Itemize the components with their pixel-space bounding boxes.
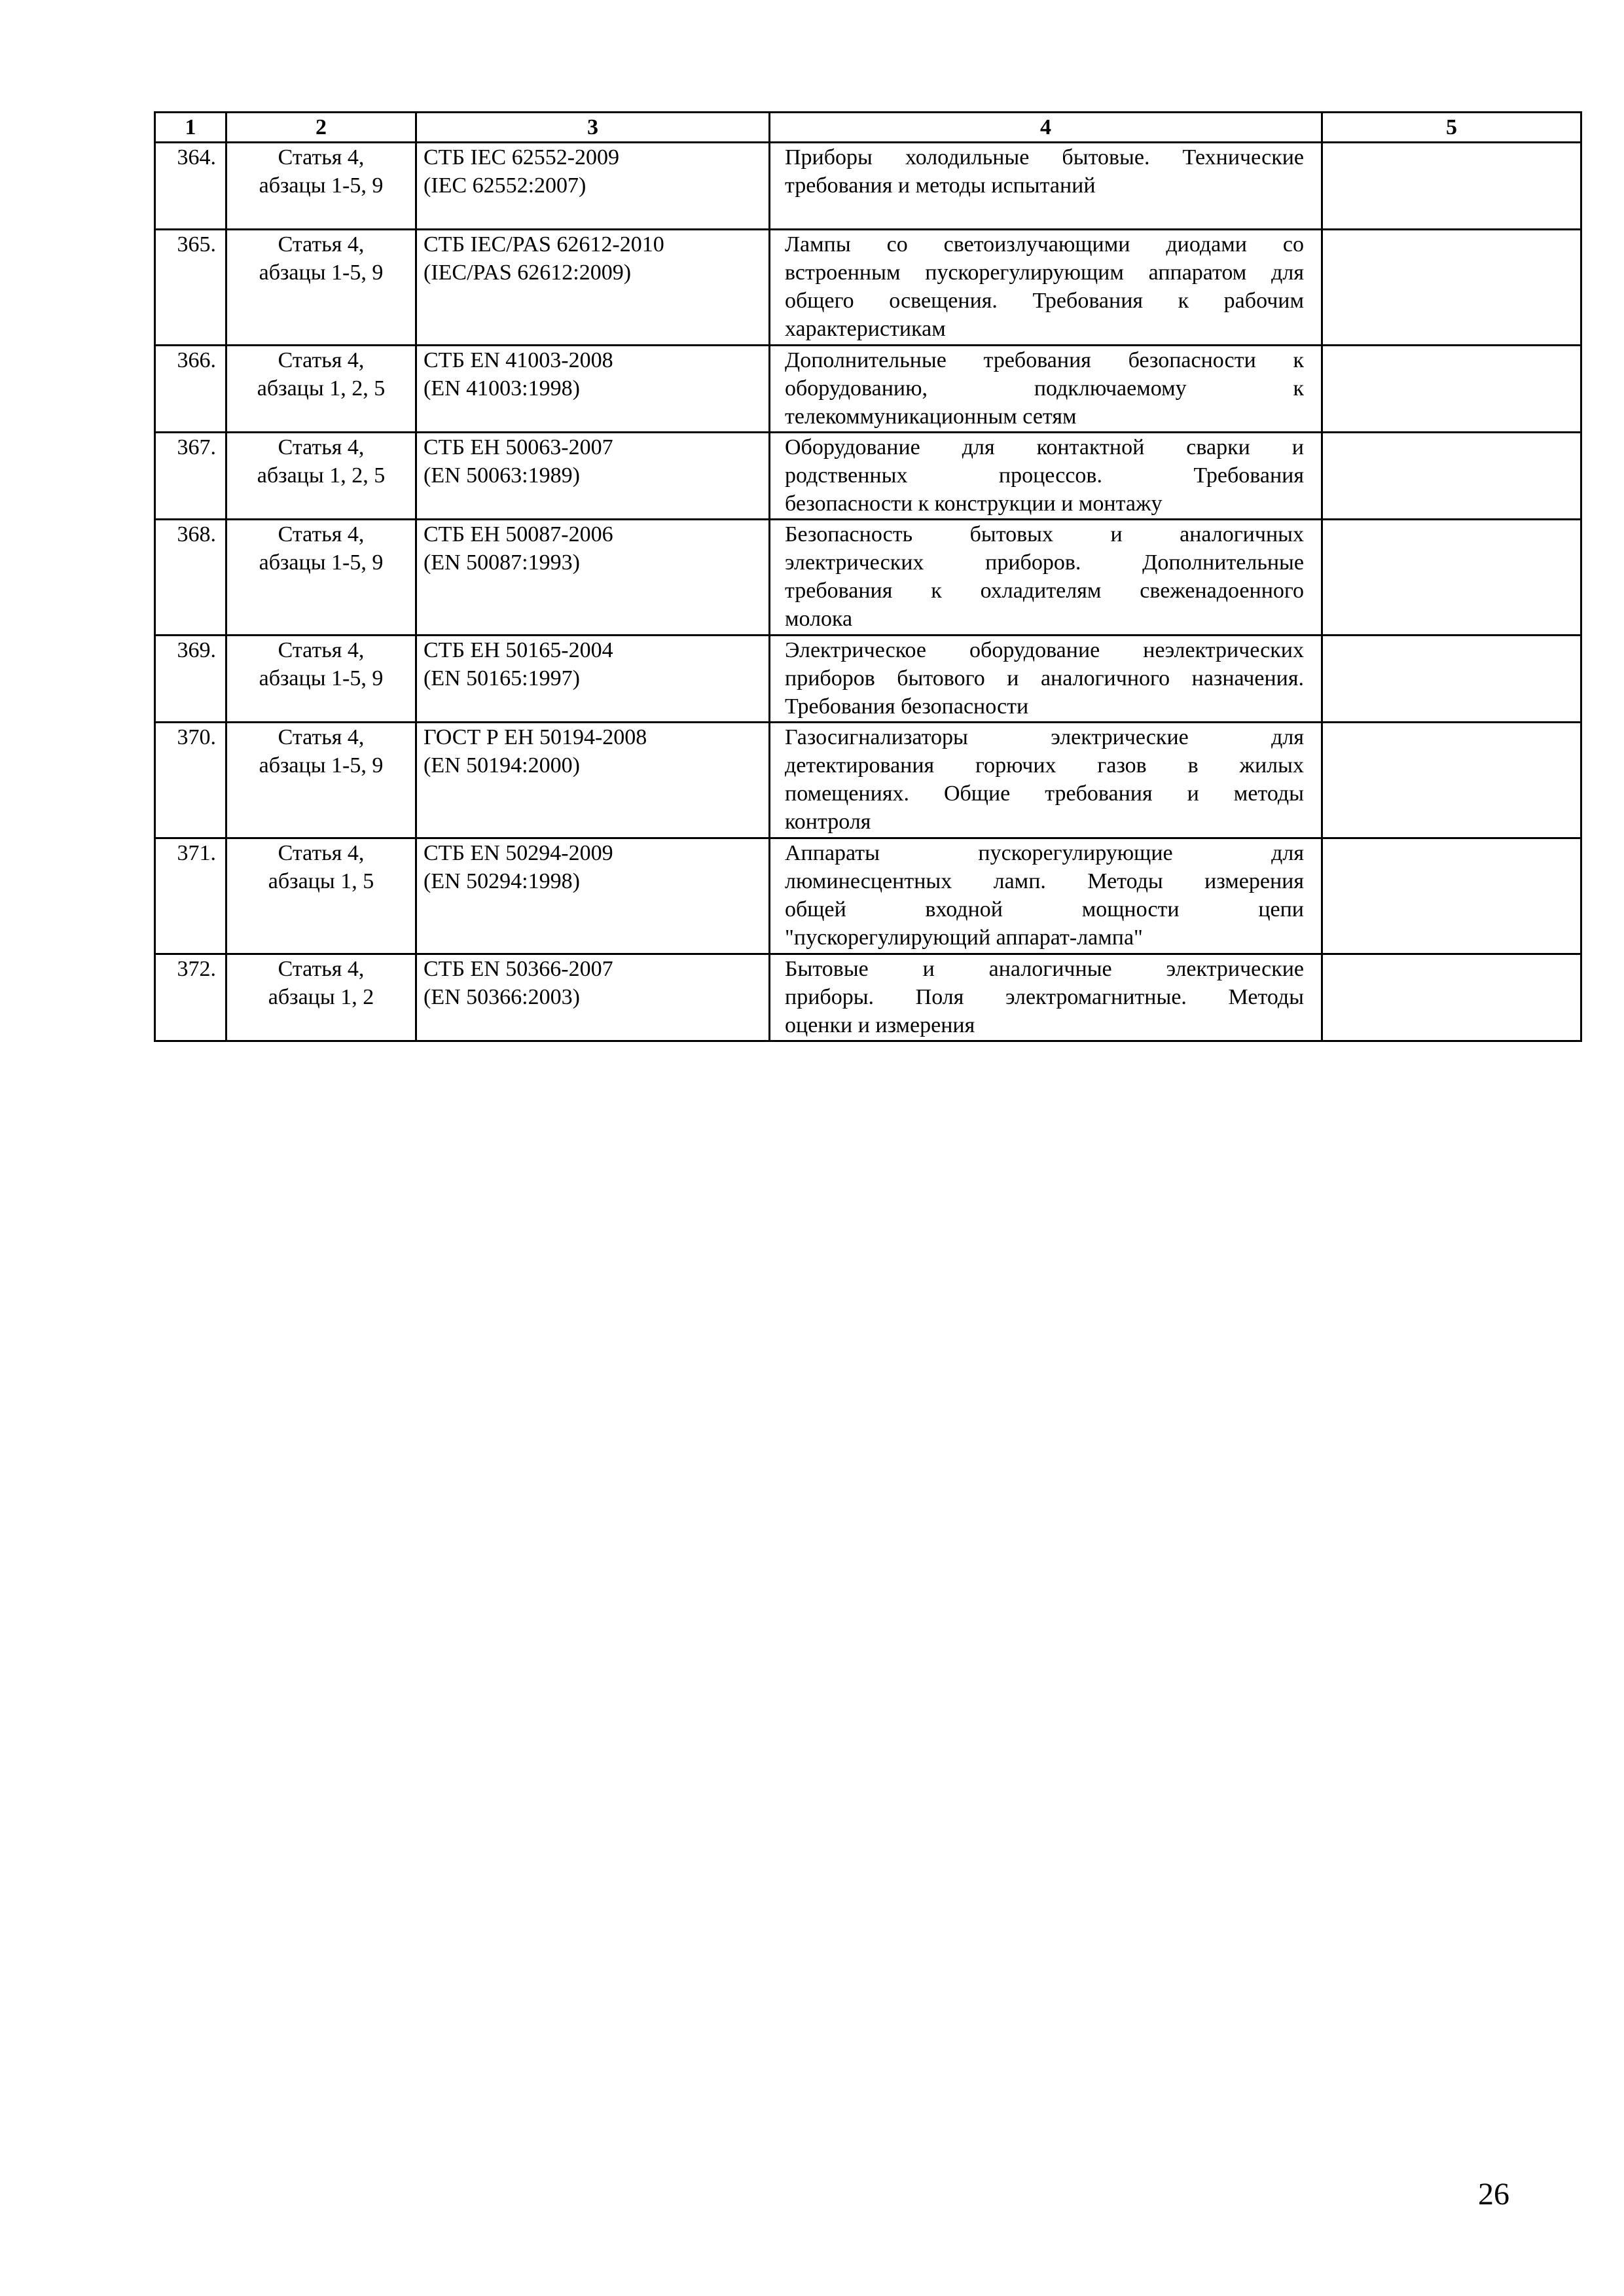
standard-line: (EN 50366:2003) <box>424 985 580 1009</box>
title-line: Лампы со светоизлучающими диодами со <box>785 232 1304 257</box>
title-line: Газосигнализаторы электрические для <box>785 725 1304 749</box>
article-line: Статья 4, <box>278 957 365 981</box>
article-line: абзацы 1-5, 9 <box>259 666 384 691</box>
article-cell <box>226 433 416 520</box>
title-line: общей входной мощности цепи <box>785 897 1304 922</box>
row-number-cell: 366. <box>155 346 226 433</box>
article-line: Статья 4, <box>278 348 365 372</box>
article-line: абзацы 1-5, 9 <box>259 260 384 285</box>
table-row <box>155 636 1581 723</box>
title-line: общего освещения. Требования к рабочим <box>785 289 1304 313</box>
standard-line: СТБ ЕН 50063-2007 <box>424 435 613 459</box>
title-line: Безопасность бытовых и аналогичных <box>785 522 1304 547</box>
standard-cell <box>416 838 770 954</box>
note-cell <box>1322 636 1581 723</box>
standard-title-cell <box>770 143 1322 230</box>
article-line: Статья 4, <box>278 841 365 865</box>
table-row <box>155 723 1581 838</box>
note-cell <box>1322 143 1581 230</box>
title-line: родственных процессов. Требования <box>785 463 1304 488</box>
note-cell <box>1322 838 1581 954</box>
article-line: Статья 4, <box>278 522 365 547</box>
table-row <box>155 520 1581 636</box>
column-header-5: 5 <box>1322 113 1581 143</box>
standard-line: (EN 50063:1989) <box>424 463 580 488</box>
title-line: молока <box>785 607 853 631</box>
article-line: абзацы 1, 2, 5 <box>257 376 386 401</box>
standard-cell <box>416 520 770 636</box>
standard-line: СТБ ЕН 50087-2006 <box>424 522 613 547</box>
article-line: Статья 4, <box>278 435 365 459</box>
title-line: Требования безопасности <box>785 694 1029 719</box>
title-line: встроенным пускорегулирующим аппаратом для <box>785 260 1304 285</box>
article-line: абзацы 1, 2 <box>268 985 374 1009</box>
article-line: Статья 4, <box>278 725 365 749</box>
article-line: абзацы 1, 2, 5 <box>257 463 386 488</box>
article-line: Статья 4, <box>278 638 365 662</box>
standard-cell <box>416 346 770 433</box>
table-row <box>155 230 1581 346</box>
title-line: "пускорегулирующий аппарат-лампа" <box>785 925 1143 950</box>
page-number: 26 <box>1478 2177 1509 2212</box>
title-line: телекоммуникационным сетям <box>785 404 1077 429</box>
standard-line: (IEC/PAS 62612:2009) <box>424 260 632 285</box>
article-line: абзацы 1-5, 9 <box>259 550 384 575</box>
standard-title-cell <box>770 636 1322 723</box>
note-cell <box>1322 723 1581 838</box>
column-header-4: 4 <box>770 113 1322 143</box>
article-line: Статья 4, <box>278 145 365 170</box>
title-line: Бытовые и аналогичные электрические <box>785 957 1304 981</box>
standard-line: СТБ ЕН 50165-2004 <box>424 638 613 662</box>
standard-cell <box>416 230 770 346</box>
standard-title-cell <box>770 954 1322 1041</box>
standard-line: (EN 50294:1998) <box>424 869 580 893</box>
title-line: электрических приборов. Дополнительные <box>785 550 1304 575</box>
standard-title-cell <box>770 230 1322 346</box>
table-row <box>155 954 1581 1041</box>
column-header-2: 2 <box>226 113 416 143</box>
standard-cell <box>416 433 770 520</box>
article-cell <box>226 230 416 346</box>
row-number-cell: 367. <box>155 433 226 520</box>
title-line: безопасности к конструкции и монтажу <box>785 492 1163 516</box>
standard-title-cell <box>770 433 1322 520</box>
table-row <box>155 143 1581 230</box>
row-number-cell: 371. <box>155 838 226 954</box>
article-cell <box>226 723 416 838</box>
title-line: характеристикам <box>785 317 946 341</box>
standard-title-cell <box>770 838 1322 954</box>
article-cell <box>226 636 416 723</box>
table-row <box>155 346 1581 433</box>
title-line: контроля <box>785 810 871 834</box>
title-line: Приборы холодильные бытовые. Технические <box>785 145 1304 170</box>
article-cell <box>226 520 416 636</box>
title-line: детектирования горючих газов в жилых <box>785 753 1304 778</box>
article-cell <box>226 143 416 230</box>
row-number-cell: 369. <box>155 636 226 723</box>
title-line: приборы. Поля электромагнитные. Методы <box>785 985 1304 1009</box>
row-number-cell: 370. <box>155 723 226 838</box>
standard-cell <box>416 723 770 838</box>
article-line: абзацы 1-5, 9 <box>259 173 384 198</box>
standard-line: СТБ IEC/PAS 62612-2010 <box>424 232 664 257</box>
row-number-cell: 364. <box>155 143 226 230</box>
note-cell <box>1322 346 1581 433</box>
standard-line: СТБ EN 41003-2008 <box>424 348 613 372</box>
column-header-3: 3 <box>416 113 770 143</box>
title-line: оборудованию, подключаемому к <box>785 376 1304 401</box>
note-cell <box>1322 433 1581 520</box>
title-line: оценки и измерения <box>785 1013 975 1037</box>
standard-title-cell <box>770 520 1322 636</box>
table-row <box>155 838 1581 954</box>
standard-cell <box>416 636 770 723</box>
standard-title-cell <box>770 723 1322 838</box>
title-line: люминесцентных ламп. Методы измерения <box>785 869 1304 893</box>
title-line: приборов бытового и аналогичного назначения. <box>785 666 1304 691</box>
table-header-row <box>155 113 1581 143</box>
standard-line: СТБ EN 50366-2007 <box>424 957 613 981</box>
column-header-1: 1 <box>155 113 226 143</box>
standard-line: (EN 50194:2000) <box>424 753 580 778</box>
article-line: абзацы 1, 5 <box>268 869 374 893</box>
note-cell <box>1322 954 1581 1041</box>
table-row <box>155 433 1581 520</box>
article-line: абзацы 1-5, 9 <box>259 753 384 778</box>
title-line: Электрическое оборудование неэлектрических <box>785 638 1304 662</box>
standard-line: (EN 50087:1993) <box>424 550 580 575</box>
title-line: помещениях. Общие требования и методы <box>785 781 1304 806</box>
standard-line: (IEC 62552:2007) <box>424 173 586 198</box>
title-line: требования и методы испытаний <box>785 173 1096 198</box>
title-line: Дополнительные требования безопасности к <box>785 348 1304 372</box>
article-cell <box>226 954 416 1041</box>
article-cell <box>226 838 416 954</box>
row-number-cell: 365. <box>155 230 226 346</box>
article-cell <box>226 346 416 433</box>
standard-line: (EN 41003:1998) <box>424 376 580 401</box>
standard-line: ГОСТ Р ЕН 50194-2008 <box>424 725 647 749</box>
standard-title-cell <box>770 346 1322 433</box>
standard-line: СТБ IEC 62552-2009 <box>424 145 620 170</box>
standard-cell <box>416 954 770 1041</box>
title-line: Оборудование для контактной сварки и <box>785 435 1304 459</box>
title-line: требования к охладителям свеженадоенного <box>785 579 1304 603</box>
standard-cell <box>416 143 770 230</box>
note-cell <box>1322 230 1581 346</box>
row-number-cell: 368. <box>155 520 226 636</box>
note-cell <box>1322 520 1581 636</box>
standard-line: (EN 50165:1997) <box>424 666 580 691</box>
row-number-cell: 372. <box>155 954 226 1041</box>
standard-line: СТБ EN 50294-2009 <box>424 841 613 865</box>
standards-table <box>154 111 1582 1042</box>
article-line: Статья 4, <box>278 232 365 257</box>
title-line: Аппараты пускорегулирующие для <box>785 841 1304 865</box>
